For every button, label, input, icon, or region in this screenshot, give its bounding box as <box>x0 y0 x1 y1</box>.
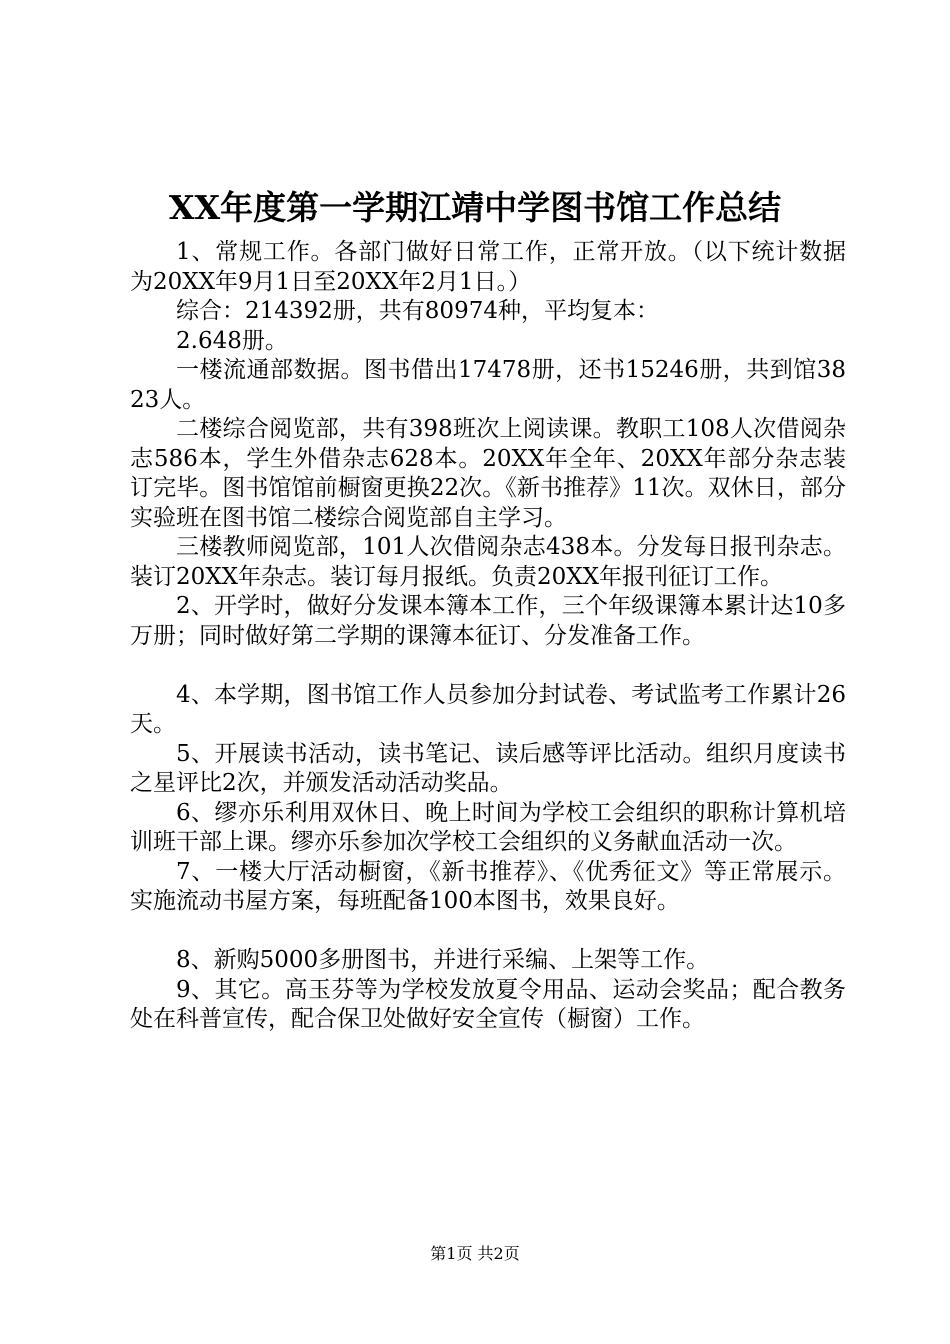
document-body <box>130 238 846 1035</box>
paragraph-second-floor: 二楼综合阅览部，共有398班次上阅读课。教职工108人次借阅杂志586本，学生外借杂志628本。20XX年全年、20XX年部分杂志装订完毕。图书馆馆前橱窗更换22次。《新书推荐》11次。双休日，部分实验班在图书馆二楼综合阅览部自主学习。 <box>130 416 846 531</box>
page-footer: 第1页 共2页 <box>430 1244 520 1263</box>
paragraph-display-window: 7、一楼大厅活动橱窗，《新书推荐》、《优秀征文》等正常展示。实施流动书屋方案，每班配备100本图书，效果良好。 <box>130 858 846 914</box>
paragraph-other: 9、其它。高玉芬等为学校发放夏令用品、运动会奖品；配合教务处在科普宣传，配合保卫处做好安全宣传（橱窗）工作。 <box>130 976 846 1032</box>
paragraph-collection-summary: 综合：214392册，共有80974种，平均复本： <box>176 298 659 324</box>
document-title: XX年度第一学期江靖中学图书馆工作总结 <box>168 188 782 227</box>
paragraph-new-books: 8、新购5000多册图书，并进行采编、上架等工作。 <box>176 947 710 973</box>
paragraph-reading-activities: 5、开展读书活动，读书笔记、读后感等评比活动。组织月度读书之星评比2次，并颁发活动活动奖品。 <box>130 740 846 796</box>
paragraph-average-copies: 2.648册。 <box>176 327 288 354</box>
paragraph-textbooks: 2、开学时，做好分发课本簿本工作，三个年级课簿本累计达10多万册；同时做好第二学期的课簿本征订、分发准备工作。 <box>130 593 846 649</box>
paragraph-first-floor: 一楼流通部数据。图书借出17478册，还书15246册，共到馆3823人。 <box>130 357 846 413</box>
paragraph-routine-work: 1、常规工作。各部门做好日常工作，正常开放。（以下统计数据为20XX年9月1日至20XX年2月1日。） <box>130 239 846 295</box>
paragraph-exam-work: 4、本学期，图书馆工作人员参加分封试卷、考试监考工作累计26天。 <box>130 681 846 737</box>
paragraph-training: 6、缪亦乐利用双休日、晚上时间为学校工会组织的职称计算机培训班干部上课。缪亦乐参加次学校工会组织的义务献血活动一次。 <box>130 799 846 855</box>
paragraph-third-floor: 三楼教师阅览部，101人次借阅杂志438本。分发每日报刊杂志。装订20XX年杂志。装订每月报纸。负责20XX年报刊征订工作。 <box>130 534 846 590</box>
